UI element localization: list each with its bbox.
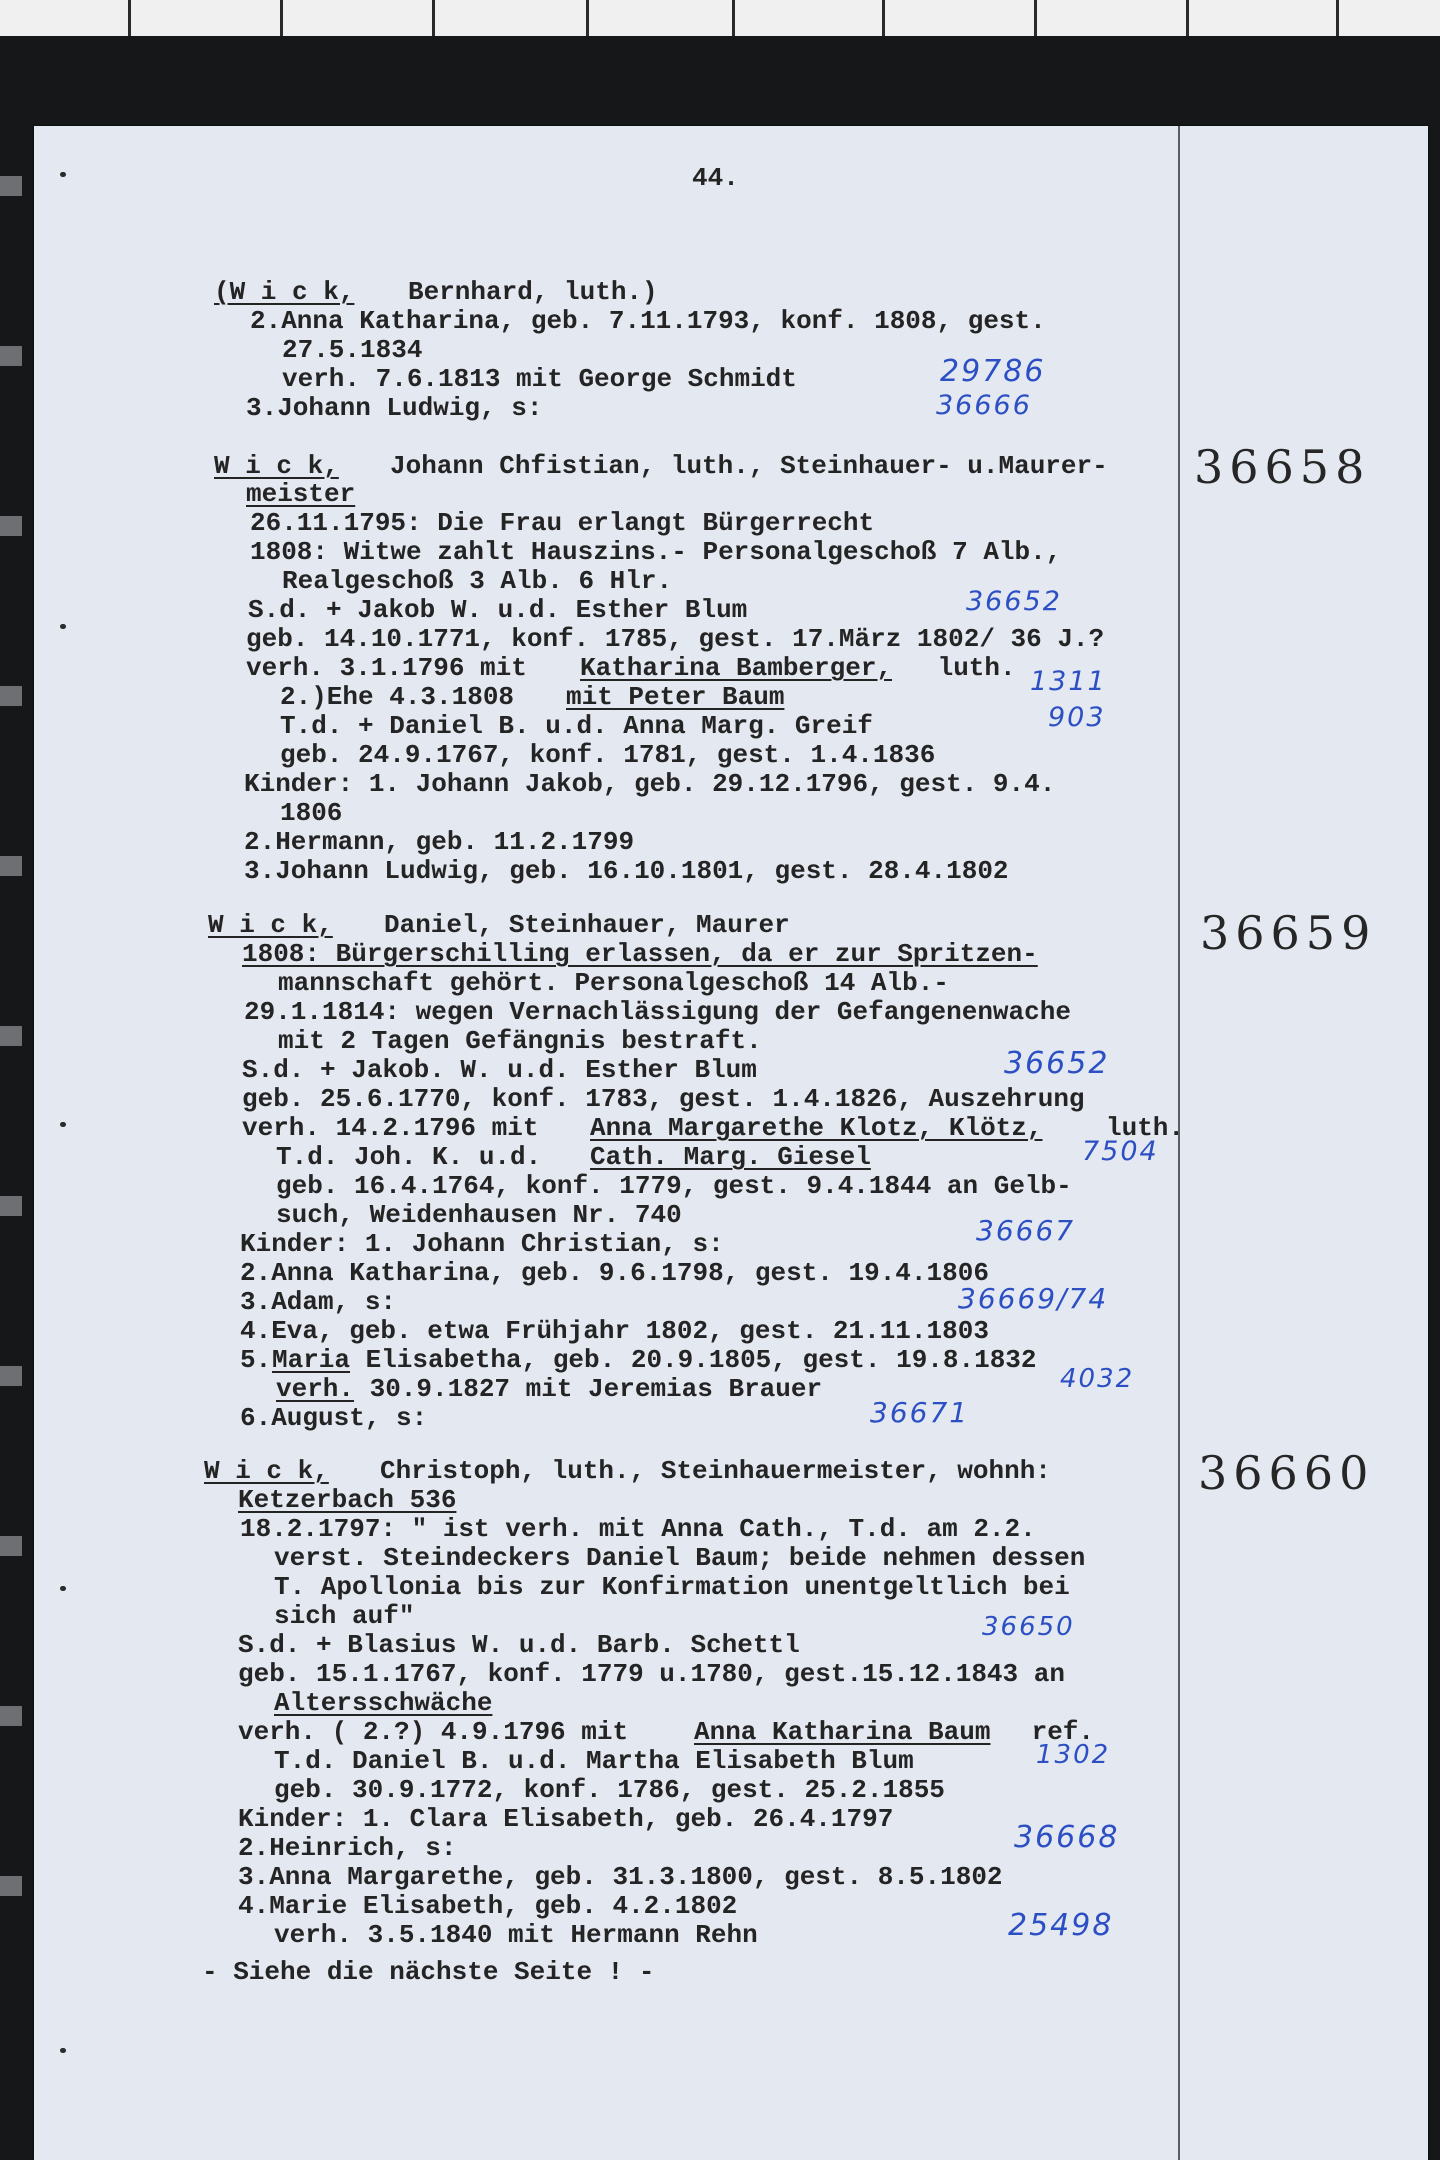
pencil-reference: 36667 — [976, 1214, 1076, 1247]
record-number: 36659 — [1200, 906, 1377, 960]
record-number: 36660 — [1198, 1446, 1375, 1500]
film-top-strip — [0, 0, 1440, 36]
entry-line: 3.Anna Margarethe, geb. 31.3.1800, gest. 8.5.1802 — [238, 1862, 1003, 1892]
entry-line: Johann Chfistian, luth., Steinhauer- u.Maurer- — [390, 451, 1108, 481]
film-sprocket — [0, 1196, 22, 1216]
film-sprocket — [0, 176, 22, 196]
entry-line: Maria — [272, 1345, 351, 1375]
entry-line: 5. — [240, 1345, 272, 1375]
entry-line: verh. ( 2.?) 4.9.1796 mit — [238, 1717, 644, 1747]
pencil-reference: 36652 — [966, 586, 1062, 617]
entry-surname: W i c k, — [208, 910, 333, 940]
entry-line: Christoph, luth., Steinhauermeister, wohnh: — [380, 1456, 1051, 1486]
entry-surname: W i c k, — [214, 451, 339, 481]
entry-line: 2.)Ehe 4.3.1808 — [280, 682, 530, 712]
entry-line: 3.Adam, s: — [240, 1287, 397, 1317]
pencil-reference: 7504 — [1082, 1136, 1159, 1167]
entry-line: verh. 14.2.1796 mit — [242, 1113, 555, 1143]
film-tick — [280, 0, 283, 36]
entry-line: T.d. Joh. K. u.d. — [276, 1142, 557, 1172]
entry-line: 2.Heinrich, s: — [238, 1833, 457, 1863]
entry-line: T.d. + Daniel B. u.d. Anna Marg. Greif — [280, 711, 873, 741]
film-tick — [732, 0, 735, 36]
entry-line: Anna Margarethe Klotz, Klötz, — [590, 1113, 1043, 1143]
entry-line: verh. 7.6.1813 mit George Schmidt — [282, 364, 797, 394]
entry-line: geb. 24.9.1767, konf. 1781, gest. 1.4.1836 — [280, 740, 936, 770]
entry-line: 2.Hermann, geb. 11.2.1799 — [244, 827, 635, 857]
entry-line: 2.Anna Katharina, geb. 7.11.1793, konf. 1808, gest. — [250, 306, 1046, 336]
entry-line: 26.11.1795: Die Frau erlangt Bürgerrecht — [250, 508, 875, 538]
margin-rule — [1178, 126, 1180, 2160]
film-sprocket — [0, 1366, 22, 1386]
pencil-reference: 1311 — [1030, 666, 1107, 697]
entry-line: verh. — [276, 1374, 355, 1404]
pencil-reference: 36669/74 — [958, 1282, 1109, 1315]
entry-line: Anna Katharina Baum — [694, 1717, 991, 1747]
film-tick — [1336, 0, 1339, 36]
film-sprocket — [0, 856, 22, 876]
film-tick — [432, 0, 435, 36]
entry-line: such, Weidenhausen Nr. 740 — [276, 1200, 682, 1230]
entry-surname: W i c k, — [204, 1456, 329, 1486]
footer-note: - Siehe die nächste Seite ! - — [202, 1957, 655, 1987]
entry-line: sich auf" — [274, 1601, 415, 1631]
punch-dot — [60, 1586, 66, 1591]
film-tick — [586, 0, 589, 36]
film-tick — [1186, 0, 1189, 36]
entry-line: 1806 — [280, 798, 343, 828]
film-sprocket — [0, 1706, 22, 1726]
punch-dot — [60, 1122, 66, 1127]
entry-line: 2.Anna Katharina, geb. 9.6.1798, gest. 19.4.1806 — [240, 1258, 989, 1288]
entry-line: 6.August, s: — [240, 1403, 428, 1433]
pencil-reference: 36666 — [936, 390, 1032, 421]
entry-line: verst. Steindeckers Daniel Baum; beide nehmen dessen — [274, 1543, 1086, 1573]
entry-line: geb. 15.1.1767, konf. 1779 u.1780, gest.15.12.1843 an — [238, 1659, 1065, 1689]
entry-line: 1808: Witwe zahlt Hauszins.- Personalgeschoß 7 Alb., — [250, 537, 1062, 567]
pencil-reference: 29786 — [940, 354, 1046, 389]
film-tick — [882, 0, 885, 36]
entry-line: 4.Eva, geb. etwa Frühjahr 1802, gest. 21.11.1803 — [240, 1316, 989, 1346]
entry-line: mit Peter Baum — [566, 682, 785, 712]
film-sprocket — [0, 1536, 22, 1556]
entry-line: meister — [246, 479, 356, 509]
entry-line: 18.2.1797: " ist verh. mit Anna Cath., T.d. am 2.2. — [240, 1514, 1036, 1544]
pencil-reference: 36668 — [1014, 1820, 1120, 1855]
entry-line: Altersschwäche — [274, 1688, 493, 1718]
film-sprocket — [0, 686, 22, 706]
entry-line: luth. — [1106, 1113, 1185, 1143]
record-number: 36658 — [1194, 440, 1371, 494]
punch-dot — [60, 172, 66, 177]
entry-line: Bernhard, luth.) — [408, 277, 658, 307]
pencil-reference: 903 — [1048, 702, 1106, 733]
film-tick — [128, 0, 131, 36]
entry-line: T. Apollonia bis zur Konfirmation unentgeltlich bei — [274, 1572, 1070, 1602]
entry-line: 3.Johann Ludwig, s: — [246, 393, 543, 423]
punch-dot — [60, 624, 66, 629]
entry-line: 4.Marie Elisabeth, geb. 4.2.1802 — [238, 1891, 738, 1921]
entry-line: S.d. + Jakob. W. u.d. Esther Blum — [242, 1055, 757, 1085]
film-sprocket — [0, 516, 22, 536]
pencil-reference: 25498 — [1008, 1908, 1114, 1943]
film-sprocket — [0, 346, 22, 366]
entry-line: S.d. + Jakob W. u.d. Esther Blum — [248, 595, 748, 625]
entry-line: mit 2 Tagen Gefängnis bestraft. — [278, 1026, 762, 1056]
entry-line: Realgeschoß 3 Alb. 6 Hlr. — [282, 566, 673, 596]
film-tick — [1034, 0, 1037, 36]
entry-line: geb. 30.9.1772, konf. 1786, gest. 25.2.1855 — [274, 1775, 945, 1805]
entry-line: Daniel, Steinhauer, Maurer — [384, 910, 790, 940]
pencil-reference: 4032 — [1060, 1364, 1135, 1394]
entry-line: verh. 3.1.1796 mit — [246, 653, 543, 683]
entry-line: geb. 16.4.1764, konf. 1779, gest. 9.4.1844 an Gelb- — [276, 1171, 1072, 1201]
film-sprocket — [0, 1876, 22, 1896]
entry-line: Kinder: 1. Johann Jakob, geb. 29.12.1796, gest. 9.4. — [244, 769, 1056, 799]
entry-line: geb. 25.6.1770, konf. 1783, gest. 1.4.1826, Auszehrung — [242, 1084, 1085, 1114]
entry-line: 27.5.1834 — [282, 335, 423, 365]
pencil-reference: 1302 — [1036, 1740, 1111, 1770]
entry-surname: (W i c k, — [214, 277, 355, 307]
entry-line: Cath. Marg. Giesel — [590, 1142, 871, 1172]
punch-dot — [60, 2048, 66, 2053]
film-sprocket — [0, 1026, 22, 1046]
pencil-reference: 36650 — [982, 1612, 1075, 1642]
entry-line: 30.9.1827 mit Jeremias Brauer — [354, 1374, 823, 1404]
entry-line: Kinder: 1. Clara Elisabeth, geb. 26.4.1797 — [238, 1804, 894, 1834]
entry-line: verh. 3.5.1840 mit Hermann Rehn — [274, 1920, 758, 1950]
entry-line: Elisabetha, geb. 20.9.1805, gest. 19.8.1832 — [350, 1345, 1037, 1375]
entry-line: 29.1.1814: wegen Vernachlässigung der Gefangenenwache — [244, 997, 1071, 1027]
entry-line: T.d. Daniel B. u.d. Martha Elisabeth Blum — [274, 1746, 914, 1776]
entry-line: geb. 14.10.1771, konf. 1785, gest. 17.März 1802/ 36 J.? — [246, 624, 1105, 654]
page-number: 44. — [692, 163, 739, 193]
entry-line: 1808: Bürgerschilling erlassen, da er zur Spritzen- — [242, 939, 1038, 969]
entry-line: S.d. + Blasius W. u.d. Barb. Schettl — [238, 1630, 800, 1660]
pencil-reference: 36671 — [870, 1396, 970, 1429]
entry-line: Katharina Bamberger, — [580, 653, 893, 683]
entry-line: Kinder: 1. Johann Christian, s: — [240, 1229, 724, 1259]
entry-line: mannschaft gehört. Personalgeschoß 14 Alb.- — [278, 968, 949, 998]
entry-line: luth. — [922, 653, 1016, 683]
pencil-reference: 36652 — [1004, 1046, 1110, 1081]
entry-line: Ketzerbach 536 — [238, 1485, 457, 1515]
entry-line: 3.Johann Ludwig, geb. 16.10.1801, gest. 28.4.1802 — [244, 856, 1009, 886]
entry-line: ref. — [1016, 1717, 1095, 1747]
